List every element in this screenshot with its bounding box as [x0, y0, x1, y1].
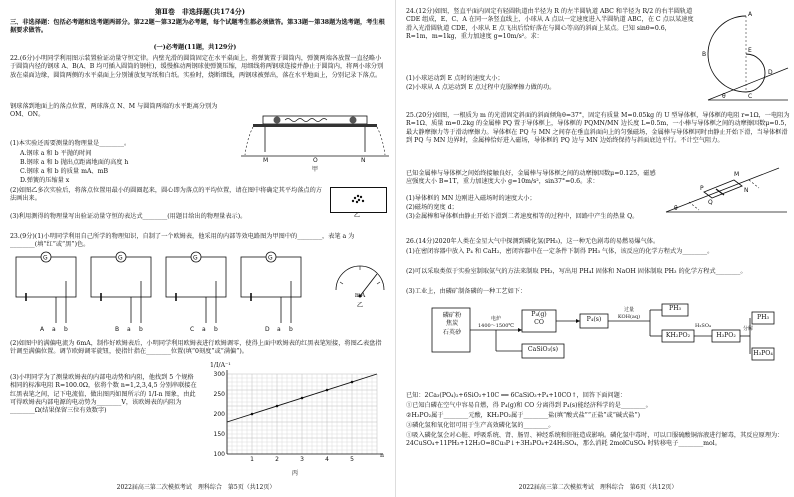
q23-sub2: (2)如图中的满偏电流为 6mA，制作好欧姆表后，小明同学利用欧姆表进行欧姆调零，使得上面中欧姆表的红黑表笔短接，将图乙表盘指针调至满偏位置。调节欧姆调零旋钮，使指针指在________位置(填“0刻度”或“满偏”)。 — [10, 340, 382, 356]
y-tick-label: 150 — [213, 431, 225, 438]
label-N: N — [744, 187, 749, 194]
graph-x-label: n — [380, 452, 384, 459]
flow-white-phosphorus: P₄(s) — [586, 316, 602, 323]
y-tick-label: 250 — [213, 391, 225, 398]
data-point — [276, 405, 279, 408]
q26-sub1: (1)在密闭容器中放入 P₄ 和 CaH₂，密闭容器中在一定条件下制得 PH₃ 气体，该反应的化学方程式为________。 — [406, 248, 714, 255]
point-E: E — [748, 47, 752, 54]
q24-stem: 24.(12分)如图，竖直平面内固定有轻圆轨道由半径为 R 的左半圆轨道 ABC 和半径为 R/2 的右半圆轨道 CDE 组成，E、C、A 在同一条竖直线上，小球从 A 点以一定速度进入半圆轨道 ABC，在 C 点以某速度滑入光滑圆轨道 CDE，小球从 E 点飞出后恰好落在与圆心等高的斜面上某点。已知 sinθ=0.6，R=1m，m=1kg，重力加速度 g=10m/s²。求： — [406, 8, 695, 40]
probe-b-label: b — [214, 326, 218, 333]
q22-stem: 22.(6分)小明同学利用图示装置验证动量守恒定律。内壁光滑的圆筒固定在水平桌面上，将弹簧置于圆筒内，弹簧两端各放置一直径略小于圆筒内径的钢球 A、B(A、B 均可插入圆筒的钢柱)，缓慢推动两钢球使弹簧压缩，用细线将两钢球连接并静止于圆筒内，将两小球分别放在桌面边缘，圆筒两侧的水平桌面上分别铺放复写纸和白纸。实验时，烧断细线，两钢球被弹出，落在水平地面上，分别记录下落点。 — [10, 55, 384, 79]
data-point — [301, 397, 304, 400]
right-footer: 2022届高三第二次模拟考试 理科综合 第6页（共12页） — [518, 484, 678, 491]
section-header: 第Ⅱ卷 非选择题(共174分) — [154, 7, 246, 16]
galvanometer-g: G — [118, 254, 123, 262]
q24-sub2: (2)小球从 A 点运动到 E 点过程中克服摩擦力做的功。 — [406, 84, 556, 91]
data-point — [326, 389, 329, 392]
section-intro-required: (一)必考题(11题，共129分) — [153, 44, 237, 51]
probe-a-label: a — [277, 326, 281, 333]
fig-jia-label: 甲 — [311, 166, 319, 173]
circuit-option-label: D — [265, 326, 270, 333]
flow-koh-reagent: 过量 KOH(aq) — [617, 307, 641, 320]
section-intro: 三、非选择题：包括必考题和选考题两部分。第22题～第32题为必考题，每个试题考生都必须做答。第33题～第38题为选考题，考生根据要求做答。 — [10, 19, 385, 35]
q23-sub3: (3)小明同学为了测量欧姆表的内部电动势和内阻，他找到 5 个规格相同的标准电阻 R=100.0Ω，依将个数 n=1,2,3,4,5 分别串联接在红黑表笔之间，记下电流值，做出图丙如图所示的 1/I-n 图象，由此可得欧姆表内部电源的电动势为________V，该欧姆表的内阻为________Ω(结果保留三位有效数字) — [10, 374, 197, 415]
q26-part-iii: ③磷化氢和氧化铝可用于生产高效磷化氢的________。 — [406, 422, 555, 429]
x-tick-label: 1 — [250, 456, 254, 463]
q25-stem: 25.(20分)如图，一根质为 m 的光滑固定斜面的斜面倾角θ=37°，固定有质量 M=0.05kg 的 U 型导体框，导体框的电阻 r=1Ω，一电阻为 R=1Ω、质量 m=0.2kg 的金属棒 PQ 置于导体框上，导体框的 PQMN/MN 边长度 L=0.5m，一小棒与导体框之间的动摩擦因数μ=0.5，最大静摩擦力等于滑动摩擦力。导体框在 PQ 与 MN 之间存在垂直斜面向上的匀强磁场，金属棒与导体框同时由静止开始下滑，当导体框滑到 PQ 与 MN 边界时，金属棒恰好进入磁场，导体框的 PQ 边与 MN 边始终保持与斜面底边平行。不计空气阻力。 — [406, 112, 792, 144]
q26-equation: 已知：2Ca₃(PO₄)₂+6SiO₂+10C ══ 6CaSiO₃+P₄+10CO↑，回答下面问题： — [406, 392, 627, 399]
q26-stem: 26.(14分)2020年人类在金星大气中探测到磷化氢(PH₃)，这一种无色剧毒的易燃易爆气体。 — [406, 238, 660, 245]
y-tick-label: 200 — [213, 411, 225, 418]
probe-a-label: a — [127, 326, 131, 333]
page-gutter — [395, 0, 396, 497]
circuit-loop — [91, 254, 151, 297]
probe-a-label: a — [52, 326, 56, 333]
probe-a-label: a — [202, 326, 206, 333]
left-page — [0, 0, 392, 497]
angle-theta: θ — [722, 93, 726, 100]
fig-yi-label: 乙 — [353, 212, 361, 219]
flow-raw-materials: 磷矿粉 焦炭 石英砂 — [442, 312, 462, 336]
label-P: P — [700, 185, 704, 192]
q26-sub2: (2)可以采取类似于实验室制取氨气的方法来制取 PH₃，写出用 PH₄I 固体和 NaOH 固体制取 PH₃ 的化学方程式________。 — [406, 268, 747, 275]
q22-opt-a: A.钢球 a 和 b 平抛的时间 — [20, 150, 92, 157]
flow-ph3-product: PH₃ — [756, 314, 770, 321]
q22-opt-c: C.钢球 a 和 b 的质量 mA、mB — [20, 168, 109, 175]
q26-part-ii: ②H₃PO₂属于________元酸，KH₂PO₂属于________盐(填“酸式盐”“正盐”或“碱式盐”) — [406, 412, 641, 419]
flow-h3po2: H₃PO₂ — [716, 332, 736, 339]
q22-opt-b: B.钢球 a 和 b 抛出点距离地面的高度 h — [20, 159, 129, 166]
scatter-target-box — [330, 187, 387, 213]
q22-stem-2: 钢球落到地面上的落点位置，两球落点 N、M 与圆筒两端的水平距离分别为 OM、ON。 — [10, 103, 220, 119]
point-B: B — [702, 51, 707, 58]
flow-slag: CaSiO₃(s) — [527, 346, 559, 353]
apparatus-figure — [245, 104, 385, 164]
circuit-loop — [16, 254, 76, 297]
left-footer: 2022届高三第二次模拟考试 理科综合 第5页（共12页） — [116, 484, 276, 491]
q26-part-i: ①已知白磷在空气中容易自燃，得 P₄(g)和 CO 分离得到 P₄(s)能经济科学的是________。 — [406, 402, 652, 409]
q26-part-iv: ①吸入磷化氢会对心脏、呼吸系统、肾、肠胃、神经系统和肝脏造成影响。磷化氢中毒时，可以口服硫酸铜溶液进行解毒，其反应原理为：24CuSO₄+11PH₃+12H₂O=8Cu₃P↓+3H₃PO₄+24H₂SO₄，那么消耗 2molCuSO₄ 时转移电子________mol。 — [406, 432, 784, 448]
circuit-loop — [241, 254, 301, 297]
x-tick-label: 5 — [350, 456, 354, 463]
graph-y-unit: A⁻¹ — [220, 362, 231, 369]
right-page — [402, 0, 794, 497]
q22-sub2: (2)如图乙多次实验后，将落点位置用最小的圆圈起来，圆心即为落点的平均位置，请在图中将确定其平均落点的方法画出来。 — [10, 187, 322, 203]
flow-h2so4: H₂SO₄ — [695, 323, 711, 329]
graph-y-label-text: 1/I — [210, 362, 219, 369]
incline-figure — [664, 162, 789, 217]
point-A: A — [748, 11, 753, 18]
label-M: M — [263, 157, 269, 164]
probe-b-label: b — [289, 326, 293, 333]
x-tick-label: 4 — [325, 456, 329, 463]
probe-b-label: b — [139, 326, 143, 333]
flow-decompose: 分解 — [742, 326, 753, 332]
track-figure — [702, 8, 790, 108]
q23-stem: 23.(9分)(1)小明同学利用自己所学的物理知识，自制了一个欧姆表，他采用的内部等效电路图为甲图中的________，表笔 a 为________(填“红”或“黑”)色。 — [10, 233, 355, 249]
data-point — [351, 381, 354, 384]
q25-sub2: (2)磁场的宽度 d； — [406, 204, 458, 211]
q25-condition: 已知金属棒与导体框之间始终接触良好，金属棒与导体框之间的动摩擦因数μ=0.125，磁感应强度大小 B=1T，重力加速度大小 g=10m/s²，sin37°=0.6。求： — [406, 170, 656, 186]
flow-gas-phase: P₄(g) CO — [531, 311, 547, 327]
point-C: C — [748, 93, 753, 100]
graph-caption: 丙 — [291, 470, 299, 477]
flow-h3po4-product: H₃PO₄ — [753, 350, 773, 357]
label-Q: Q — [708, 199, 713, 206]
circuit-option-label: B — [115, 326, 120, 333]
q22-opt-d: D.弹簧的压缩量 x — [20, 177, 70, 184]
flow-furnace-condition: 电炉 1400～1500℃ — [477, 316, 515, 329]
flow-kh2po2: KH₂PO₂ — [665, 332, 691, 339]
galvanometer-g: G — [43, 254, 48, 262]
q22-sub3: (3)利用测得的物理量写出验证动量守恒的表达式________(用题目给出的物理量表示)。 — [10, 213, 247, 220]
q25-sub1: (1)导体框的 MN 边刚进入磁场时的速度大小； — [406, 195, 536, 202]
circuit-option-label: A — [40, 326, 45, 333]
x-tick-label: 2 — [275, 456, 279, 463]
data-point — [251, 413, 254, 416]
circuit-options-figure — [12, 253, 312, 333]
label-O: O — [313, 157, 318, 164]
circuit-loop — [166, 254, 226, 297]
circuit-option-label: C — [190, 326, 195, 333]
q22-sub1: (1)本实验还需要测量的物理量是________。 — [10, 140, 131, 147]
y-tick-label: 100 — [213, 451, 225, 458]
q25-sub3: (3)金属棒和导体框由静止开始下滑到二者速度相等的过程中，回路中产生的热量 Q。 — [406, 213, 639, 220]
galvanometer-g: G — [193, 254, 198, 262]
process-flow-diagram — [430, 296, 775, 388]
flow-ph3-gas: PH₃ — [668, 305, 682, 312]
graph-y-label: 1/I/A⁻¹ — [210, 362, 231, 369]
q26-sub3: (3)工业上，由磷矿制备磷的一种工艺如下： — [406, 288, 527, 295]
label-M: M — [734, 171, 740, 178]
galvanometer-g: G — [268, 254, 273, 262]
meter-unit: mA — [354, 292, 366, 299]
q24-sub1: (1)小球运动到 E 点时的速度大小； — [406, 75, 504, 82]
incline-angle: θ — [674, 205, 678, 212]
probe-b-label: b — [64, 326, 68, 333]
label-N: N — [361, 157, 366, 164]
meter-fig-label: 乙 — [356, 302, 364, 309]
point-D: D — [768, 69, 773, 76]
y-tick-label: 300 — [213, 371, 225, 378]
x-tick-label: 3 — [300, 456, 304, 463]
inverse-current-graph — [205, 368, 390, 478]
